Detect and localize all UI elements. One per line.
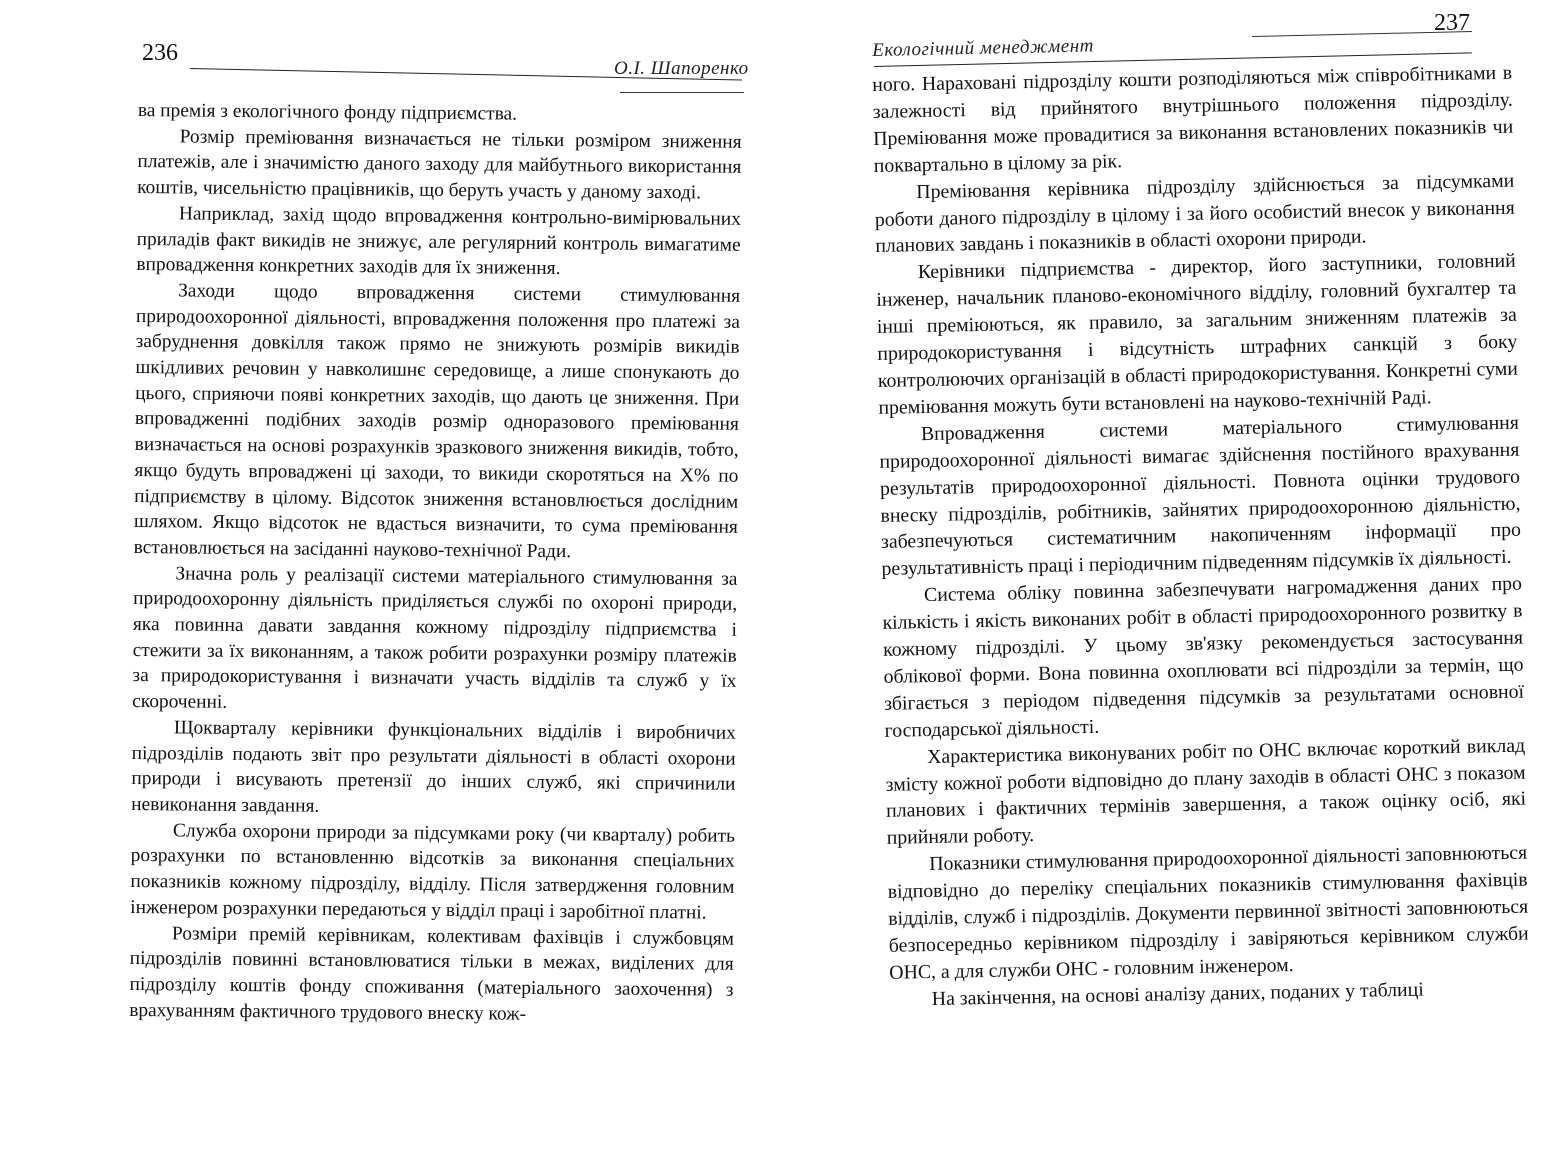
paragraph: Значна роль у реалізації системи матеріального стимулювання за природоохоронну діяльність приділяється службі по охороні природи, яка повинна давати завдання кожному підрозділу підприємства і стежити за їх виконанням, а також робити розрахунки розміру платежів за природокористування і визначати участь відділів та служб у їх скороченні.: [132, 563, 738, 714]
page-number: 237: [1434, 10, 1470, 36]
paragraph: Служба охорони природи за підсумками року (чи кварталу) робить розрахунки по встановленню відсотків за виконання спеціальних показників кожному підрозділу, відділу. Після затвердження головним інженером розрахунки передаються у відділ праці і заробітної платні.: [130, 820, 736, 924]
paragraph: ного. Нараховані підрозділу кошти розподіляються між співробітниками в залежності від прийнятого внутрішнього положення підрозділу. Преміювання може провадитися за виконання встановлених показників чи поквартально в цілому за рік.: [872, 61, 1514, 177]
paragraph: ва премія з екологічного фонду підприємства.: [137, 99, 518, 125]
paragraph: Розміри премій керівникам, колективам фахівців і службовцям підрозділів повинні встановлюватися тільки в межах, виділених для підрозділу коштів фонду споживання (матеріального заохочення) з врахуванням фактичного трудового внеску кож-: [129, 922, 735, 1025]
paragraph: Заходи щодо впровадження системи стимулювання природоохоронної діяльності, впровадження положення про платежі за забруднення довкілля також прямо не знижують розмірів викидів шкідливих речовин у навколишнє середовище, а лише спонукають до цього, сприяючи появі конкретних заходів, що дають це зниження. При впровадженні подібних заходів розмір одноразового преміювання визначається на основі розрахунків зразкового зниження викидів, тобто, якщо будуть впроваджені ці заходи, то викиди скоротяться на X% по підприємству в цілому. Відсоток зниження встановлюється дослідним шляхом. Якщо відсоток не вдасться визначити, то сума преміювання встановлюється на засіданні науково-технічної Ради.: [133, 280, 741, 563]
page-number: 236: [142, 40, 178, 66]
left-page-body: [129, 98, 742, 1029]
right-page: [782, 0, 1564, 1152]
paragraph: Щокварталу керівники функціональних відділів і виробничих підрозділів подають звіт про результати діяльності в області охорони природи і висувають претензії до інших служб, які спричинили невиконання завдання.: [131, 717, 737, 817]
running-head-author: О.І. Шапоренко: [614, 58, 749, 79]
paragraph: Преміювання керівника підрозділу здійснюється за підсумками роботи даного підрозділу в цілому і за його особистий внесок у виконання планових завдань і показників в області охорони природи.: [874, 169, 1515, 258]
paragraph: Розмір преміювання визначається не тільки розміром зниження платежів, але і значимістю даного заходу для майбутнього використання коштів, чисельністю працівників, що беруть участь у даному заході.: [137, 126, 742, 204]
right-page-body: [872, 60, 1530, 1014]
running-head-title: Екологічний менеджмент: [872, 35, 1095, 61]
paragraph: На закінчення, на основі аналізу даних, поданих у таблиці: [931, 978, 1424, 1010]
header-rule-short: [620, 92, 744, 93]
paragraph: Система обліку повинна забезпечувати нагромадження даних про кількість і якість виконаних робіт в області природоохоронного розвитку в кожному підрозділі. У цьому зв'язку рекомендується застосування облікової форми. Вона повинна охоплювати всі підрозділи за термін, що збігається з періодом підведення підсумків за результатами основної господарської діяльності.: [882, 572, 1525, 742]
paragraph: Керівники підприємства - директор, його заступники, головний інженер, начальник планово-економічного відділу, головний бухгалтер та інші преміюються, як правило, за загальним зниженням платежів за природокористування і відсутність штрафних санкцій з боку контролюючих організацій в області природокористування. Конкретні суми преміювання можуть бути встановлені на науково-технічній Раді.: [876, 250, 1519, 419]
paragraph: Характеристика виконуваних робіт по ОНС включає короткий виклад змісту кожної роботи відповідно до плану заходів в області ОНС з показом планових і фактичних термінів завершення, а також оцінку осіб, які прийняли роботу.: [885, 734, 1527, 850]
paragraph: Наприклад, захід щодо впровадження контрольно-вимірювальних приладів факт викидів не знижує, але регулярний контроль вимагатиме впровадження конкретних заходів для їх зниження.: [136, 203, 741, 280]
paragraph: Показники стимулювання природоохоронної діяльності заповнюються відповідно до переліку спеціальних показників стимулювання фахівців відділів, служб і підрозділів. Документи первинної звітності заповнюються безпосередньо керівником підрозділу і завіряються керівником служби ОНС, а для служби ОНС - головним інженером.: [887, 841, 1529, 984]
paragraph: Впровадження системи матеріального стимулювання природоохоронної діяльності вимагає здійснення постійного врахування результатів природоохоронної діяльності. Повнота оцінки трудового внеску підрозділів, робітників, зайнятих природоохоронною діяльністю, забезпечуються систематичним накопиченням інформації про результативність праці і періодичним підведенням підсумків їх діяльності.: [879, 411, 1522, 581]
